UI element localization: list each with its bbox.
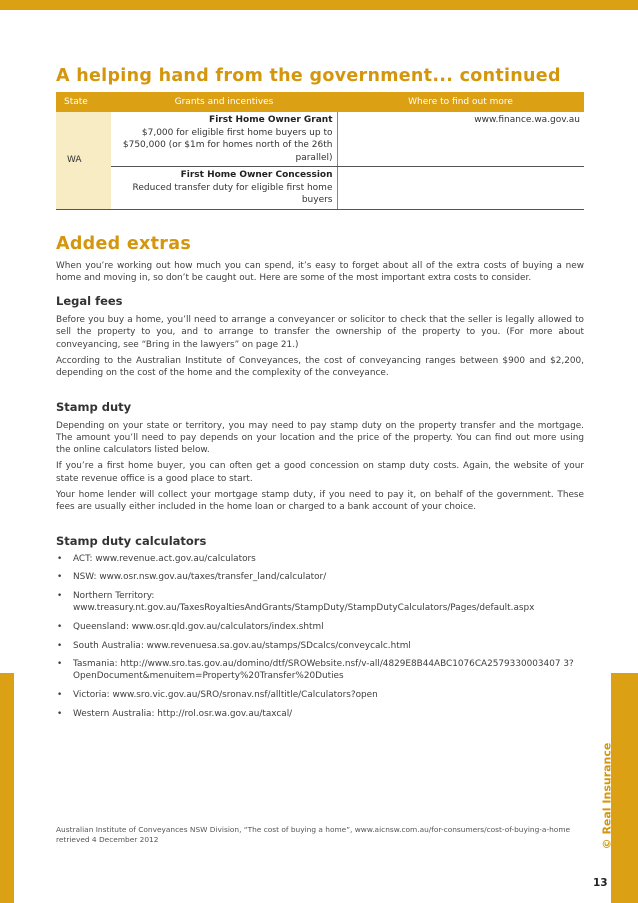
where-cell[interactable]: www.finance.wa.gov.au bbox=[337, 112, 584, 167]
grant-description: $7,000 for eligible first home buyers up to $750,000 (or $1m for homes north of the 26th parallel) bbox=[122, 127, 333, 163]
grant-cell bbox=[111, 112, 337, 167]
calculator-link[interactable]: South Australia: www.revenuesa.sa.gov.au/stamps/SDcalcs/conveycalc.html bbox=[73, 640, 411, 651]
calculator-link[interactable]: Western Australia: http://rol.osr.wa.gov.au/taxcal/ bbox=[73, 708, 293, 719]
list-item bbox=[56, 554, 584, 566]
bullet: • bbox=[57, 690, 63, 701]
column-header-grants: Grants and incentives bbox=[111, 92, 337, 112]
grant-cell bbox=[111, 167, 337, 210]
stamp-duty-paragraph: If you’re a first home buyer, you can often get a good concession on stamp duty costs. Again, the website of your state revenue office is a good place to start. bbox=[56, 461, 584, 484]
table-row bbox=[56, 167, 584, 210]
calculator-link[interactable]: Tasmania: http://www.sro.tas.gov.au/domino/dtf/SROWebsite.nsf/v-all/4829E8B44ABC1076CA2579330003407 3?OpenDocument&menuitem=Property%20Transfer%20Duties bbox=[73, 659, 574, 682]
list-item bbox=[56, 572, 584, 584]
list-item bbox=[56, 641, 584, 653]
where-cell-empty bbox=[337, 167, 584, 210]
stamp-duty-heading: Stamp duty bbox=[56, 399, 132, 414]
state-cell: WA bbox=[56, 112, 111, 209]
calculator-link[interactable]: ACT: www.revenue.act.gov.au/calculators bbox=[73, 553, 256, 564]
calculator-link[interactable]: NSW: www.osr.nsw.gov.au/taxes/transfer_land/calculator/ bbox=[73, 572, 327, 583]
calculator-link[interactable]: Queensland: www.osr.qld.gov.au/calculators/index.shtml bbox=[73, 621, 324, 632]
bullet: • bbox=[57, 553, 63, 564]
grant-title: First Home Owner Concession bbox=[180, 170, 333, 180]
list-item bbox=[56, 709, 584, 721]
table-row bbox=[56, 112, 584, 167]
brand-text: © Real Insurance bbox=[600, 742, 614, 850]
legal-fees-paragraph: Before you buy a home, you’ll need to arrange a conveyancer or solicitor to check that the seller is legally allowed to sell the property to you, and to arrange to transfer the ownership of the property to you. (For more about conveyancing, see “Bring in the lawyers” on page 21.) bbox=[56, 315, 584, 350]
grant-title: First Home Owner Grant bbox=[209, 115, 333, 125]
table-header-row bbox=[56, 92, 584, 112]
calculator-link[interactable]: Victoria: www.sro.vic.gov.au/SRO/sronav.nsf/alltitle/Calculators?open bbox=[73, 690, 378, 701]
stamp-duty-paragraph: Depending on your state or territory, you may need to pay stamp duty on the property transfer and the mortgage. The amount you’ll need to pay depends on your location and the price of the property. You can find out more using the online calculators listed below. bbox=[56, 420, 584, 456]
grants-table bbox=[56, 92, 584, 210]
added-extras-heading: Added extras bbox=[56, 233, 192, 254]
page-title: A helping hand from the government... continued bbox=[56, 66, 561, 86]
bullet: • bbox=[57, 572, 63, 583]
bullet: • bbox=[57, 591, 63, 602]
left-accent-bar bbox=[0, 673, 14, 903]
legal-fees-heading: Legal fees bbox=[56, 294, 123, 309]
legal-fees-paragraph: According to the Australian Institute of Conveyances, the cost of conveyancing ranges between $900 and $2,200, depending on the cost of the home and the complexity of the conveyance. bbox=[56, 355, 584, 379]
column-header-where: Where to find out more bbox=[337, 92, 584, 112]
bullet: • bbox=[57, 621, 63, 632]
top-accent-bar bbox=[0, 0, 638, 10]
page-content bbox=[56, 66, 584, 728]
page-number: 13 bbox=[593, 877, 608, 889]
list-item bbox=[56, 690, 584, 702]
bullet: • bbox=[57, 708, 63, 719]
grant-description: Reduced transfer duty for eligible first home buyers bbox=[132, 182, 333, 205]
list-item bbox=[56, 591, 584, 615]
brand-label bbox=[598, 737, 616, 855]
calculators-heading: Stamp duty calculators bbox=[56, 533, 207, 548]
column-header-state: State bbox=[56, 92, 111, 112]
footnote: Australian Institute of Conveyances NSW Division, “The cost of buying a home”, www.aicnsw.com.au/for-consumers/cost-of-buying-a-home retrieved 4 December 2012 bbox=[56, 825, 571, 844]
stamp-duty-paragraph: Your home lender will collect your mortgage stamp duty, if you need to pay it, on behalf of the government. These fees are usually either included in the home loan or charged to a bank account of your choice. bbox=[56, 490, 584, 513]
calculators-list bbox=[56, 554, 584, 721]
added-extras-intro: When you’re working out how much you can spend, it’s easy to forget about all of the extra costs of buying a new home and moving in, so don’t be caught out. Here are some of the most important extra costs to consider. bbox=[56, 260, 584, 283]
bullet: • bbox=[57, 640, 63, 651]
list-item bbox=[56, 622, 584, 634]
list-item bbox=[56, 659, 584, 683]
bullet: • bbox=[57, 659, 63, 670]
calculator-link[interactable]: Northern Territory: www.treasury.nt.gov.au/TaxesRoyaltiesAndGrants/StampDuty/StampDutyCalculators/Pages/default.aspx bbox=[73, 591, 535, 614]
